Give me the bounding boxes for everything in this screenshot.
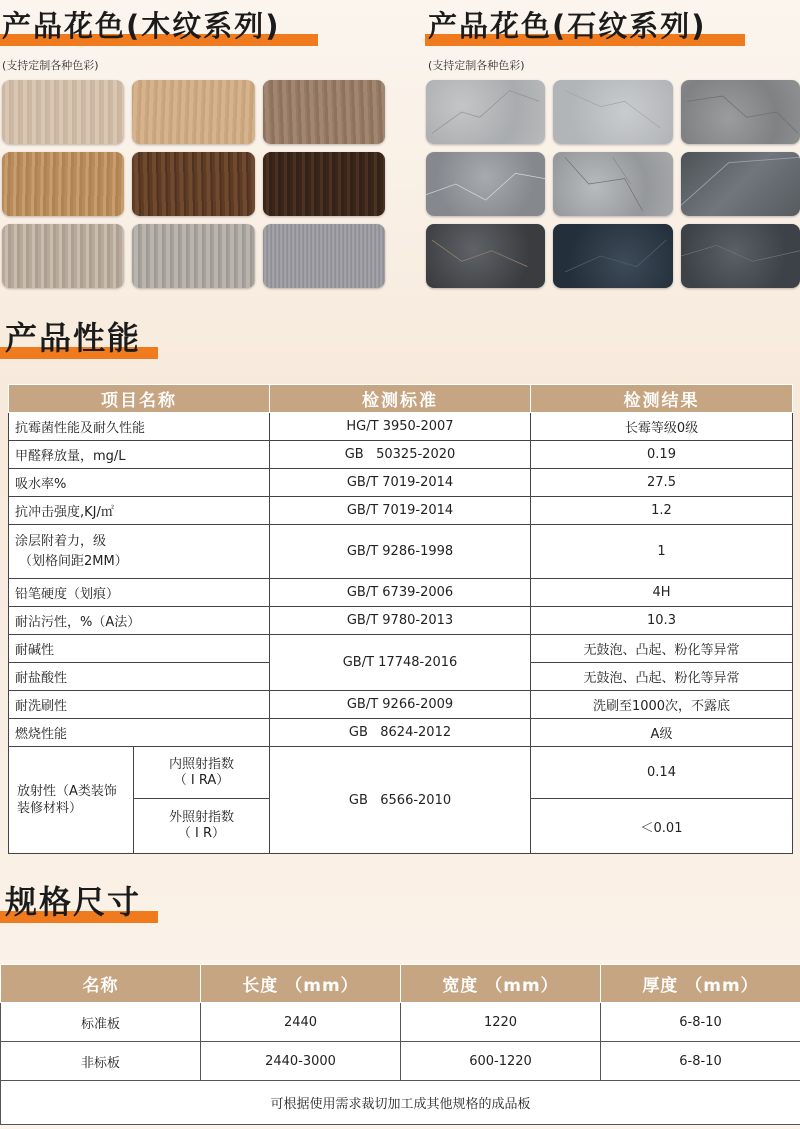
table-row [1,1042,800,1081]
header-name: 名称 [1,965,201,1003]
result-cell: 1.2 [531,497,793,525]
item-cell: 耐盐酸性 [9,663,270,691]
wood-swatch-8[interactable] [132,224,254,288]
table-row [9,635,793,663]
thickness-cell: 6-8-10 [601,1003,800,1042]
result-cell: A级 [531,719,793,747]
stone-custom-note: (支持定制各种色彩) [428,59,525,72]
table-row [9,579,793,607]
standard-cell: GB/T 9266-2009 [270,691,531,719]
standard-cell: GB/T 6739-2006 [270,579,531,607]
spec-table [0,964,800,1125]
wood-swatch-4[interactable] [2,152,124,216]
item-cell: 耐洗刷性 [9,691,270,719]
stone-swatch-8[interactable] [553,224,672,288]
spec-section-title: 规格尺寸 [5,883,142,921]
item-cell: 耐碱性 [9,635,270,663]
item-cell: 铅笔硬度（划痕） [9,579,270,607]
item-cell: 甲醛释放量，mg/L [9,441,270,469]
item-cell: 吸水率% [9,469,270,497]
wood-section-title: 产品花色(木纹系列) [2,9,281,43]
stone-swatch-6[interactable] [681,152,800,216]
result-cell: ＜0.01 [531,799,793,854]
adhesion-label: 涂层附着力，级 [15,533,107,549]
wood-swatch-3[interactable] [263,80,385,144]
stone-swatch-4[interactable] [426,152,545,216]
result-cell: 长霉等级0级 [531,413,793,441]
external-index-label: 外照射指数 [168,810,234,825]
internal-index-label: 内照射指数 [168,756,234,772]
table-row [9,441,793,469]
result-cell: 0.19 [531,441,793,469]
table-row [1,1003,800,1042]
table-row [9,747,793,799]
performance-section-title: 产品性能 [5,319,142,357]
wood-swatch-6[interactable] [263,152,385,216]
spec-header-row [1,965,800,1003]
stone-section-title: 产品花色(石纹系列) [428,9,707,43]
standard-cell: GB/T 9780-2013 [270,607,531,635]
result-cell: 27.5 [531,469,793,497]
width-cell: 1220 [401,1003,601,1042]
header-thickness: 厚度 （mm） [601,965,800,1003]
stone-swatch-3[interactable] [681,80,800,144]
item-cell [9,525,270,579]
table-row [9,469,793,497]
table-row [9,691,793,719]
spec-footer-note: 可根据使用需求裁切加工成其他规格的成品板 [1,1081,800,1125]
standard-cell: GB/T 9286-1998 [270,525,531,579]
adhesion-sublabel: （划格间距2MM） [19,553,128,569]
result-cell: 1 [531,525,793,579]
standard-cell: GB/T 7019-2014 [270,469,531,497]
name-cell: 标准板 [1,1003,201,1042]
internal-index-code: （ I RA） [173,772,230,788]
result-cell: 4H [531,579,793,607]
stone-swatch-7[interactable] [426,224,545,288]
stone-swatch-grid [426,80,800,288]
length-cell: 2440-3000 [201,1042,401,1081]
table-row [9,719,793,747]
result-cell: 0.14 [531,747,793,799]
internal-index-cell [134,747,270,799]
wood-swatch-9[interactable] [263,224,385,288]
item-cell: 抗霉菌性能及耐久性能 [9,413,270,441]
standard-cell: GB/T 7019-2014 [270,497,531,525]
standard-cell: HG/T 3950-2007 [270,413,531,441]
wood-swatch-grid [2,80,385,288]
wood-swatch-1[interactable] [2,80,124,144]
performance-header-row [9,385,793,413]
header-item-name: 项目名称 [9,385,270,413]
radiation-item-cell: 放射性（A类装饰装修材料） [9,747,134,854]
result-cell: 无鼓泡、凸起、粉化等异常 [531,635,793,663]
header-width: 宽度 （mm） [401,965,601,1003]
table-row [9,525,793,579]
header-standard: 检测标准 [270,385,531,413]
name-cell: 非标板 [1,1042,201,1081]
item-cell: 燃烧性能 [9,719,270,747]
performance-table [8,384,793,854]
result-cell: 无鼓泡、凸起、粉化等异常 [531,663,793,691]
stone-swatch-2[interactable] [553,80,672,144]
stone-swatch-9[interactable] [681,224,800,288]
result-cell: 洗刷至1000次，不露底 [531,691,793,719]
header-length: 长度 （mm） [201,965,401,1003]
stone-swatch-1[interactable] [426,80,545,144]
table-row [1,1081,800,1125]
length-cell: 2440 [201,1003,401,1042]
external-index-code: （ I R） [177,826,226,841]
item-cell: 抗冲击强度,KJ/㎡ [9,497,270,525]
external-index-cell [134,799,270,854]
wood-swatch-7[interactable] [2,224,124,288]
result-cell: 10.3 [531,607,793,635]
width-cell: 600-1220 [401,1042,601,1081]
wood-swatch-5[interactable] [132,152,254,216]
item-cell: 耐沾污性，%（A法） [9,607,270,635]
header-result: 检测结果 [531,385,793,413]
table-row [9,607,793,635]
standard-cell: GB 50325-2020 [270,441,531,469]
table-row [9,413,793,441]
stone-swatch-5[interactable] [553,152,672,216]
wood-swatch-2[interactable] [132,80,254,144]
wood-custom-note: (支持定制各种色彩) [2,59,99,72]
standard-cell: GB/T 17748-2016 [270,635,531,691]
table-row [9,497,793,525]
standard-cell: GB 6566-2010 [270,747,531,854]
thickness-cell: 6-8-10 [601,1042,800,1081]
standard-cell: GB 8624-2012 [270,719,531,747]
